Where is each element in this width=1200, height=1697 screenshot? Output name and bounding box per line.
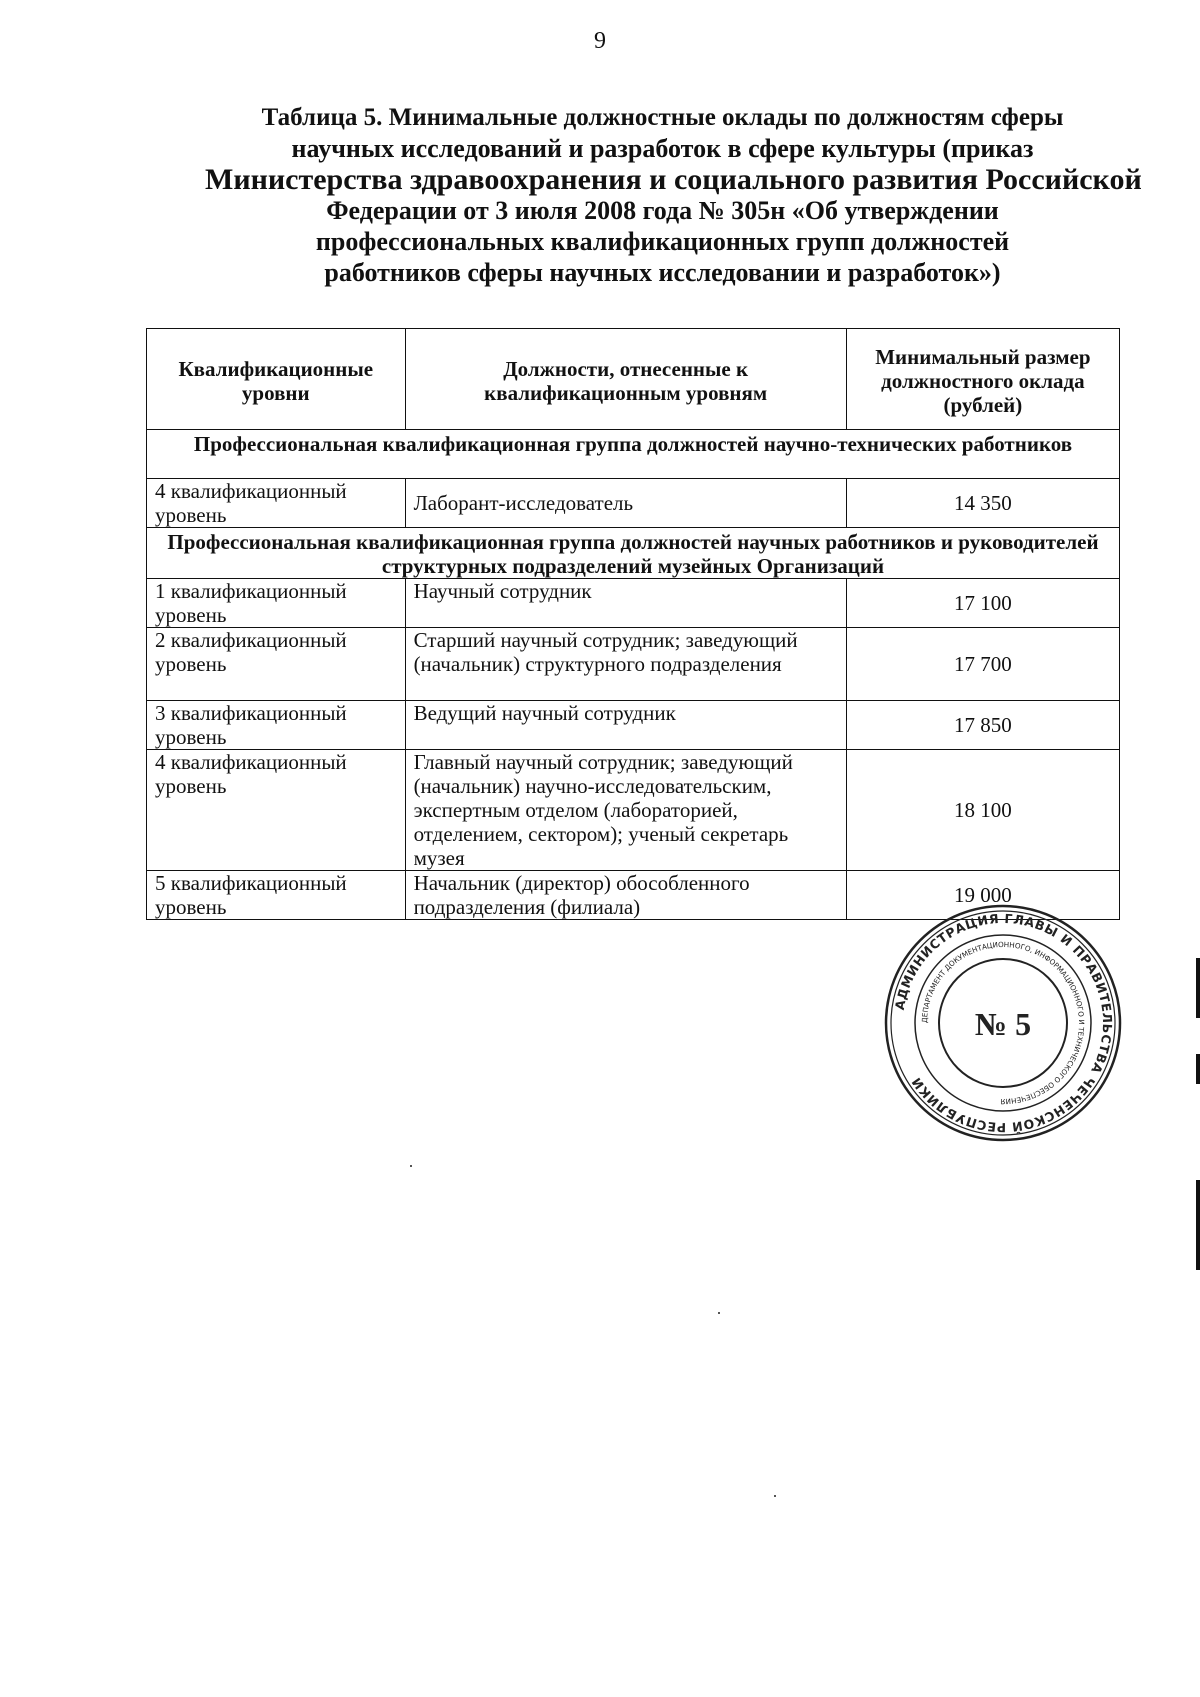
title-line-5: профессиональных квалификационных групп должностей [315,227,1010,256]
salary-cell: 17 100 [846,579,1119,628]
group-title: Профессиональная квалификационная группа должностей научных работников и руководителей структурных подразделений музейных Организаций [147,528,1120,579]
scan-edge-mark [1196,1054,1200,1084]
positions-cell: Главный научный сотрудник; заведующий (начальник) научно-исследовательским, экспертным отделом (лабораторией, отделением, сектором); ученый секретарь музея [405,750,846,871]
salary-cell: 17 850 [846,701,1119,750]
table-header-row [147,329,1120,430]
table-row [147,579,1120,628]
scan-speck [774,1495,776,1497]
title-line-6: работников сферы научных исследовании и разработок») [324,258,1001,287]
group-row [147,528,1120,579]
level-cell: 3 квалификационный уровень [147,701,406,750]
header-salary: Минимальный размер должностного оклада (рублей) [846,329,1119,430]
positions-cell: Лаборант-исследователь [405,479,846,528]
table-row [147,628,1120,701]
salary-table [146,328,1120,920]
title-line-3: Министерства здравоохранения и социального развития Российской [205,163,1142,196]
positions-cell: Научный сотрудник [405,579,846,628]
positions-cell: Старший научный сотрудник; заведующий (начальник) структурного подразделения [405,628,846,701]
level-cell: 4 квалификационный уровень [147,479,406,528]
positions-cell: Ведущий научный сотрудник [405,701,846,750]
official-seal-icon [883,903,1123,1143]
header-positions: Должности, отнесенные к квалификационным уровням [405,329,846,430]
page-number: 9 [594,28,606,54]
table-row [147,479,1120,528]
seal-outer-text: АДМИНИСТРАЦИЯ ГЛАВЫ И ПРАВИТЕЛЬСТВА ЧЕЧЕНСКОЙ РЕСПУБЛИКИ [891,910,1116,1136]
seal-number: № 5 [974,1006,1032,1042]
salary-cell: 19 000 [846,871,1119,920]
level-cell: 4 квалификационный уровень [147,750,406,871]
group-title: Профессиональная квалификационная группа должностей научно-технических работников [147,430,1120,479]
group-row [147,430,1120,479]
positions-cell: Начальник (директор) обособленного подразделения (филиала) [405,871,846,920]
scan-speck [410,1165,412,1167]
title-line-4: Федерации от 3 июля 2008 года № 305н «Об утверждении [326,196,999,225]
level-cell: 5 квалификационный уровень [147,871,406,920]
table-title [205,102,1142,288]
scan-edge-mark [1196,1180,1200,1270]
scan-speck [718,1312,720,1314]
scan-edge-mark [1196,958,1200,1018]
salary-cell: 17 700 [846,628,1119,701]
title-line-1: Таблица 5. Минимальные должностные оклады по должностям сферы [261,104,1064,131]
table-row [147,701,1120,750]
table-row [147,750,1120,871]
level-cell: 1 квалификационный уровень [147,579,406,628]
header-levels: Квалификационные уровни [147,329,406,430]
title-line-2: научных исследований и разработок в сфере культуры (приказ [291,134,1034,163]
seal-inner-text: ДЕПАРТАМЕНТ ДОКУМЕНТАЦИОННОГО, ИНФОРМАЦИОННОГО И ТЕХНИЧЕСКОГО ОБЕСПЕЧЕНИЯ [919,939,1087,1107]
salary-cell: 18 100 [846,750,1119,871]
salary-cell: 14 350 [846,479,1119,528]
level-cell: 2 квалификационный уровень [147,628,406,701]
